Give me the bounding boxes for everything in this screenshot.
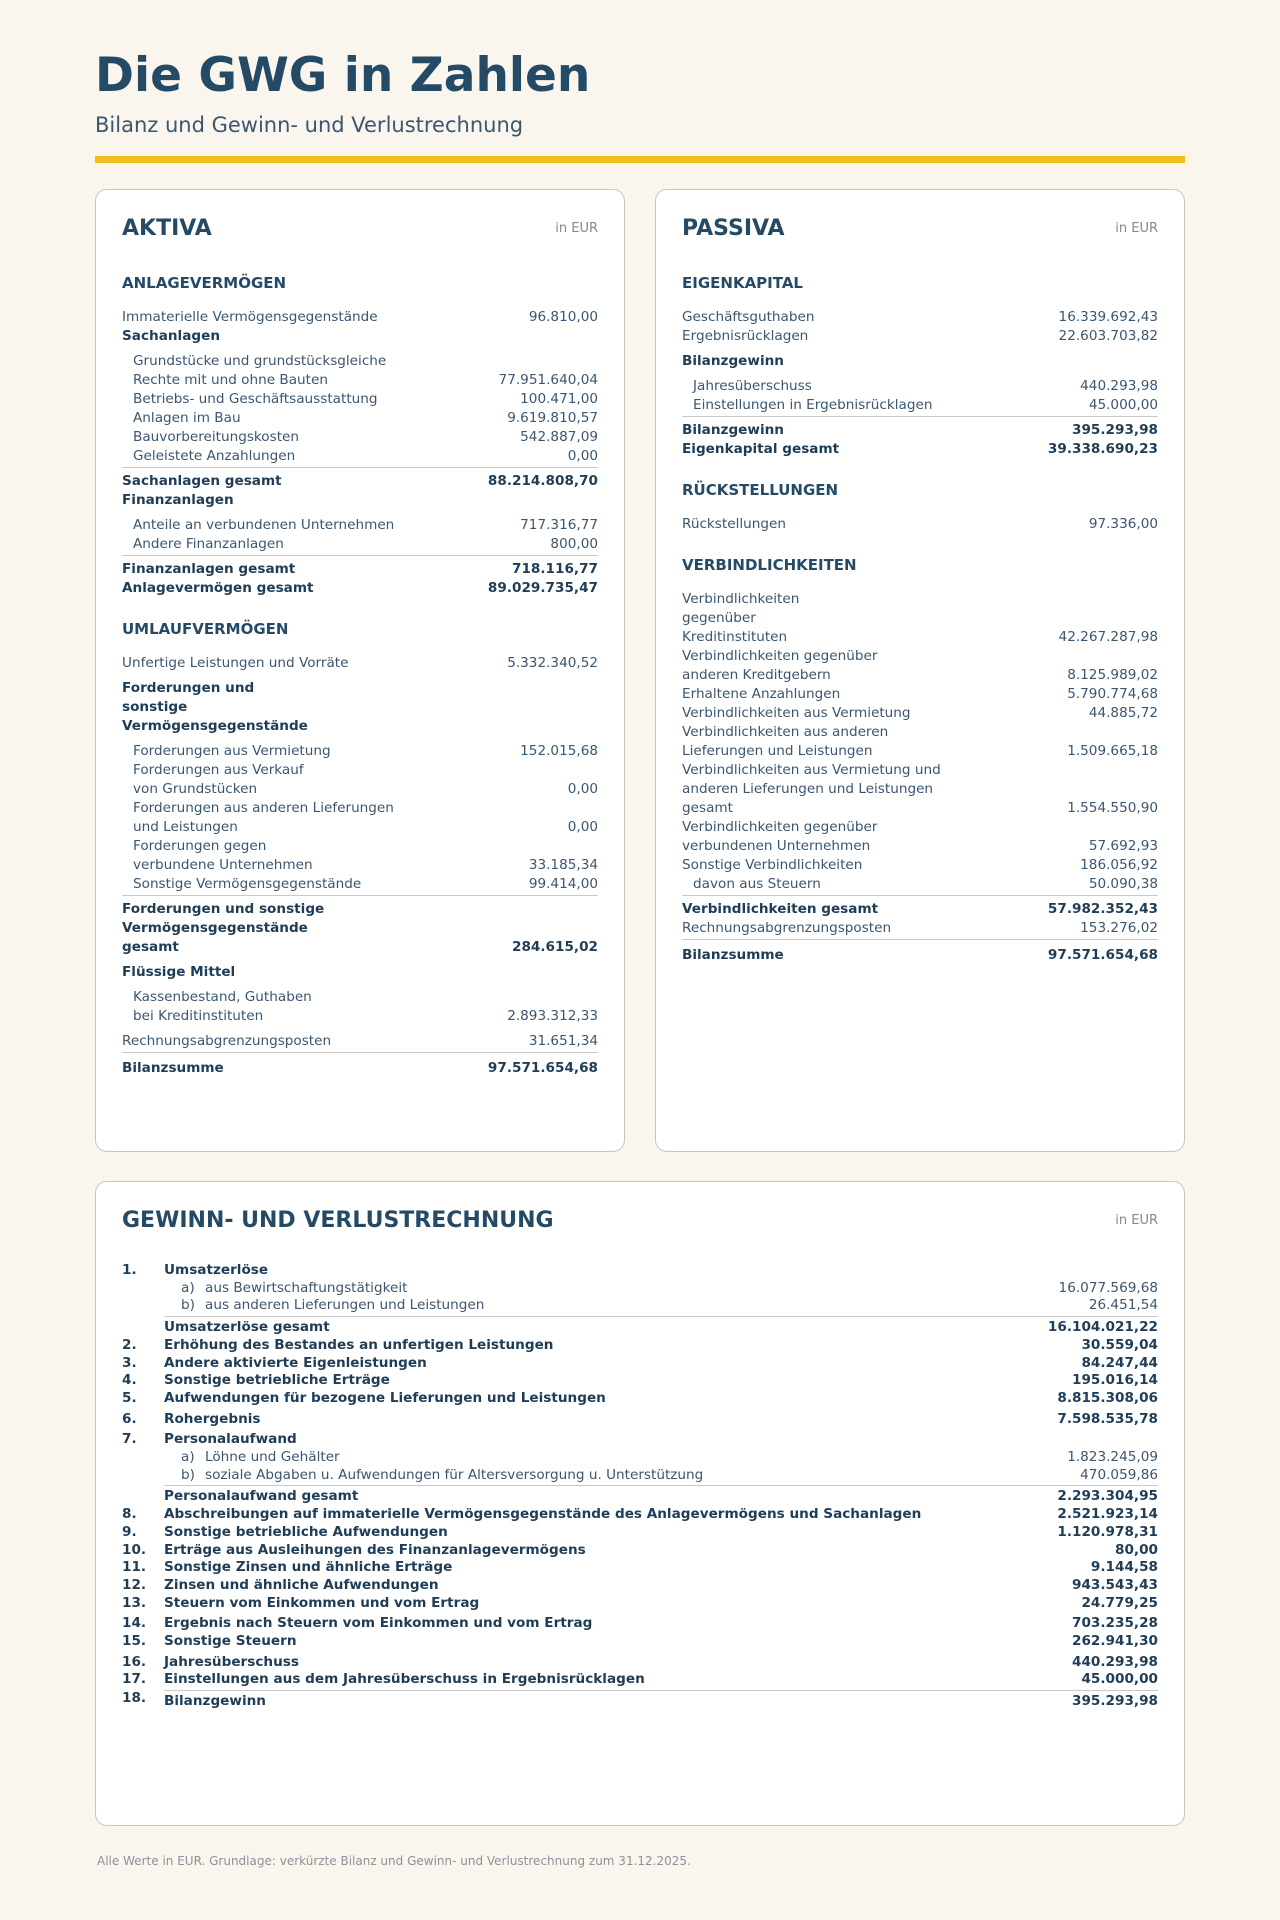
- subtotal-row: [122, 467, 598, 491]
- subtotal-row: [682, 416, 1158, 440]
- row-label: Betriebs- und Geschäftsausstattung: [133, 391, 378, 407]
- guv-row: [122, 1337, 1158, 1355]
- row-value: 22.603.703,82: [1058, 328, 1158, 344]
- row-value: 703.235,28: [1072, 1615, 1158, 1632]
- row-label: Immaterielle Vermögensgegenstände: [122, 309, 378, 325]
- row-label: Bilanzsumme: [122, 1060, 224, 1076]
- header-accent-rule: [95, 156, 1185, 163]
- row-label: Forderungen aus Vermietung: [133, 743, 331, 759]
- row-label: Jahresüberschuss: [693, 378, 812, 394]
- guv-final-row: [122, 1690, 1158, 1711]
- row-value: 186.056,92: [1080, 857, 1158, 873]
- row-value: 1.554.550,90: [1067, 800, 1158, 816]
- row-value: 440.293,98: [1080, 378, 1158, 394]
- row-value: 2.521.923,14: [1057, 1506, 1158, 1523]
- row-label: Rohergebnis: [164, 1410, 261, 1427]
- row-number: 5.: [122, 1389, 137, 1406]
- row-label: Löhne und Gehälter: [205, 1449, 340, 1466]
- balance-row: [682, 377, 1158, 396]
- row-number: 15.: [122, 1633, 147, 1650]
- row-value: 16.104.021,22: [1048, 1316, 1158, 1337]
- row-label: Verbindlichkeiten gegenüber Kreditinstituten: [682, 591, 800, 645]
- guv-row: [122, 1431, 1158, 1449]
- balance-row: [122, 308, 598, 327]
- balance-row: [122, 516, 598, 535]
- row-value: 77.951.640,04: [498, 372, 598, 388]
- row-value: 5.332.340,52: [507, 655, 598, 671]
- row-number: 10.: [122, 1541, 147, 1558]
- row-value: 2.893.312,33: [507, 1008, 598, 1024]
- row-label: Rechnungsabgrenzungsposten: [682, 920, 892, 936]
- row-value: 0,00: [567, 448, 598, 464]
- balance-row: [122, 1032, 598, 1051]
- row-label: Bilanzgewinn: [682, 422, 784, 438]
- row-label: Abschreibungen auf immaterielle Vermögensgegenstände des Anlagevermögens und Sachanlagen: [164, 1506, 922, 1523]
- section-heading: ANLAGEVERMÖGEN: [122, 274, 287, 292]
- guv-row: [122, 1297, 1158, 1315]
- balance-row: [682, 818, 1158, 856]
- balance-row: [122, 988, 598, 1026]
- balance-row: [122, 654, 598, 673]
- balance-row: [682, 396, 1158, 415]
- row-value: 8.125.989,02: [1067, 667, 1158, 683]
- bilanzsumme-row: [122, 1052, 598, 1078]
- guv-row: [122, 1615, 1158, 1633]
- balance-row: [122, 535, 598, 554]
- passiva-unit: in EUR: [1115, 221, 1158, 236]
- balance-row: [682, 590, 1158, 647]
- balance-row: [122, 761, 598, 799]
- row-label: Bilanzgewinn: [164, 1690, 1072, 1711]
- balance-row: [122, 799, 598, 837]
- row-label: Verbindlichkeiten gegenüber verbundenen Unternehmen: [682, 819, 878, 854]
- row-label: Sonstige Verbindlichkeiten: [682, 857, 863, 873]
- row-value: 50.090,38: [1088, 876, 1158, 892]
- row-value: 16.339.692,43: [1058, 309, 1158, 325]
- guv-row: [122, 1671, 1158, 1689]
- page-title: Die GWG in Zahlen: [95, 48, 591, 103]
- row-value: 57.982.352,43: [1047, 901, 1158, 917]
- guv-row: [122, 1559, 1158, 1577]
- row-label: Erhaltene Anzahlungen: [682, 686, 841, 702]
- subsection-heading: Bilanzgewinn: [682, 353, 784, 369]
- guv-row: [122, 1449, 1158, 1467]
- row-label: Anteile an verbundenen Unternehmen: [133, 517, 395, 533]
- row-label: Rechnungsabgrenzungsposten: [122, 1033, 332, 1049]
- guv-row: [122, 1262, 1158, 1280]
- guv-rows: [122, 1262, 1158, 1711]
- row-value: 96.810,00: [528, 309, 598, 325]
- row-value: 100.471,00: [520, 391, 598, 407]
- row-value: 718.116,77: [512, 561, 598, 577]
- total-row: [682, 895, 1158, 919]
- row-label: davon aus Steuern: [693, 876, 821, 892]
- row-number: 1.: [122, 1262, 137, 1278]
- subsection-heading: Forderungen und sonstige Vermögensgegenstände: [122, 680, 308, 734]
- row-value: 44.885,72: [1088, 705, 1158, 721]
- row-label: Ergebnisrücklagen: [682, 328, 809, 344]
- row-label: Sonstige Vermögensgegenstände: [133, 876, 362, 892]
- row-label: Forderungen aus anderen Lieferungen und Leistungen: [133, 800, 394, 835]
- aktiva-header: [122, 216, 598, 246]
- row-value: 470.059,86: [1080, 1466, 1158, 1483]
- row-value: 26.451,54: [1088, 1297, 1158, 1314]
- passiva-card: [655, 189, 1185, 1152]
- balance-row: [122, 875, 598, 894]
- guv-title: GEWINN- UND VERLUSTRECHNUNG: [122, 1208, 554, 1233]
- row-number: 17.: [122, 1671, 147, 1688]
- row-label: Unfertige Leistungen und Vorräte: [122, 655, 349, 671]
- bilanzsumme-row: [682, 939, 1158, 965]
- row-label: Jahresüberschuss: [164, 1653, 299, 1670]
- row-label: Verbindlichkeiten aus Vermietung: [682, 705, 911, 721]
- row-value: 195.016,14: [1072, 1372, 1158, 1389]
- aktiva-unit: in EUR: [555, 221, 598, 236]
- row-label: Andere Finanzanlagen: [133, 536, 284, 552]
- row-label: Finanzanlagen gesamt: [122, 561, 296, 577]
- row-label: Anlagevermögen gesamt: [122, 580, 314, 596]
- row-number: 12.: [122, 1576, 147, 1593]
- row-value: 88.214.808,70: [487, 473, 598, 489]
- passiva-header: [682, 216, 1158, 246]
- row-label: Andere aktivierte Eigenleistungen: [164, 1354, 427, 1371]
- row-value: 89.029.735,47: [487, 580, 598, 596]
- row-label: Verbindlichkeiten gegenüber anderen Kreditgebern: [682, 648, 878, 683]
- page-header: [95, 48, 1185, 137]
- balance-row: [682, 685, 1158, 704]
- row-value: 152.015,68: [520, 743, 598, 759]
- row-value: 1.823.245,09: [1067, 1449, 1158, 1466]
- row-value: 31.651,34: [528, 1033, 598, 1049]
- balance-row: [122, 409, 598, 428]
- row-label: Forderungen gegen verbundene Unternehmen: [133, 838, 313, 873]
- guv-row: [122, 1524, 1158, 1542]
- row-label: Zinsen und ähnliche Aufwendungen: [164, 1576, 439, 1593]
- row-value: 542.887,09: [520, 429, 598, 445]
- section-heading: EIGENKAPITAL: [682, 274, 803, 292]
- row-value: 9.619.810,57: [507, 410, 598, 426]
- guv-row: [122, 1467, 1158, 1485]
- guv-header: [122, 1208, 1158, 1238]
- row-value: 42.267.287,98: [1058, 629, 1158, 645]
- row-label: Verbindlichkeiten aus anderen Lieferungen und Leistungen: [682, 724, 889, 759]
- row-label: aus Bewirtschaftungstätigkeit: [205, 1279, 408, 1296]
- total-row: [682, 440, 1158, 459]
- row-label: Einstellungen aus dem Jahresüberschuss in Ergebnisrücklagen: [164, 1671, 645, 1688]
- row-label: Forderungen aus Verkauf von Grundstücken: [133, 762, 304, 797]
- row-value: 39.338.690,23: [1047, 441, 1158, 457]
- row-value: 9.144,58: [1090, 1559, 1158, 1576]
- guv-subtotal-row: [122, 1485, 1158, 1506]
- row-label: Anlagen im Bau: [133, 410, 241, 426]
- guv-row: [122, 1390, 1158, 1408]
- row-label: Umsatzerlöse gesamt: [164, 1316, 1048, 1337]
- row-number: 7.: [122, 1431, 137, 1448]
- row-label: aus anderen Lieferungen und Leistungen: [205, 1297, 485, 1314]
- section-heading: VERBINDLICHKEITEN: [682, 556, 857, 574]
- aktiva-title: AKTIVA: [122, 216, 212, 241]
- row-value: 1.509.665,18: [1067, 743, 1158, 759]
- guv-row: [122, 1577, 1158, 1595]
- row-label: Sonstige Zinsen und ähnliche Erträge: [164, 1559, 453, 1576]
- row-number: 4.: [122, 1372, 137, 1389]
- guv-row: [122, 1280, 1158, 1298]
- row-number: 13.: [122, 1594, 147, 1611]
- balance-row: [682, 327, 1158, 346]
- row-value: 80,00: [1115, 1541, 1158, 1558]
- total-row: [122, 579, 598, 598]
- row-value: 440.293,98: [1072, 1653, 1158, 1670]
- row-value: 30.559,04: [1081, 1336, 1158, 1353]
- guv-row: [122, 1595, 1158, 1613]
- passiva-rows: [682, 274, 1158, 965]
- guv-row: [122, 1372, 1158, 1390]
- row-label: soziale Abgaben u. Aufwendungen für Altersversorgung u. Unterstützung: [205, 1466, 704, 1483]
- row-value: 153.276,02: [1080, 920, 1158, 936]
- row-label: Bauvorbereitungskosten: [133, 429, 300, 445]
- row-value: 395.293,98: [1072, 422, 1158, 438]
- row-label: Geschäftsguthaben: [682, 309, 815, 325]
- row-value: 800,00: [550, 536, 598, 552]
- aktiva-card: [95, 189, 625, 1152]
- row-number: 8.: [122, 1506, 137, 1523]
- row-number: 14.: [122, 1615, 147, 1632]
- guv-unit: in EUR: [1115, 1213, 1158, 1228]
- row-value: 0,00: [567, 781, 598, 797]
- row-label: Grundstücke und grundstücksgleiche Rechte mit und ohne Bauten: [133, 353, 387, 388]
- guv-card: [95, 1181, 1185, 1826]
- subtotal-row: [122, 895, 598, 957]
- row-label: Erträge aus Ausleihungen des Finanzanlagevermögens: [164, 1541, 586, 1558]
- row-label: Bilanzsumme: [682, 947, 784, 963]
- balance-row: [682, 723, 1158, 761]
- row-number: 3.: [122, 1354, 137, 1371]
- section-heading: RÜCKSTELLUNGEN: [682, 481, 839, 499]
- balance-row: [122, 352, 598, 390]
- footer-note: Alle Werte in EUR. Grundlage: verkürzte Bilanz und Gewinn- und Verlustrechnung zum 31.12.2025.: [97, 1854, 691, 1868]
- balance-row: [682, 704, 1158, 723]
- row-label: Einstellungen in Ergebnisrücklagen: [693, 397, 933, 413]
- row-label: Aufwendungen für bezogene Lieferungen und Leistungen: [164, 1389, 606, 1406]
- guv-row: [122, 1542, 1158, 1560]
- balance-row: [122, 837, 598, 875]
- aktiva-rows: [122, 274, 598, 1078]
- row-value: 943.543,43: [1072, 1576, 1158, 1593]
- row-label: Geleistete Anzahlungen: [133, 448, 296, 464]
- row-value: 7.598.535,78: [1057, 1410, 1158, 1427]
- row-value: 395.293,98: [1072, 1690, 1158, 1711]
- row-value: 97.336,00: [1088, 516, 1158, 532]
- row-value: 5.790.774,68: [1067, 686, 1158, 702]
- passiva-title: PASSIVA: [682, 216, 785, 241]
- row-number: 11.: [122, 1559, 147, 1576]
- row-sub: b): [181, 1466, 195, 1483]
- row-value: 97.571.654,68: [487, 1060, 598, 1076]
- row-label: Eigenkapital gesamt: [682, 441, 840, 457]
- balance-row: [682, 875, 1158, 894]
- row-value: 97.571.654,68: [1047, 947, 1158, 963]
- balance-row: [122, 742, 598, 761]
- row-value: 84.247,44: [1081, 1354, 1158, 1371]
- row-label: Rückstellungen: [682, 516, 786, 532]
- row-sub: a): [181, 1449, 195, 1466]
- row-value: 8.815.308,06: [1057, 1389, 1158, 1406]
- balance-row: [682, 919, 1158, 938]
- row-value: 262.941,30: [1072, 1633, 1158, 1650]
- row-label: Sonstige betriebliche Erträge: [164, 1372, 390, 1389]
- subsection-heading: Sachanlagen: [122, 328, 221, 344]
- subsection-heading: Flüssige Mittel: [122, 964, 236, 980]
- row-label: Steuern vom Einkommen und vom Ertrag: [164, 1594, 480, 1611]
- row-number: 16.: [122, 1653, 147, 1670]
- page-subtitle: Bilanz und Gewinn- und Verlustrechnung: [95, 113, 524, 137]
- row-label: Sonstige betriebliche Aufwendungen: [164, 1523, 448, 1540]
- guv-subtotal-row: [122, 1316, 1158, 1337]
- row-label: Verbindlichkeiten aus Vermietung und anderen Lieferungen und Leistungen gesamt: [682, 762, 941, 816]
- balance-row: [122, 390, 598, 409]
- row-number: 6.: [122, 1410, 137, 1427]
- row-label: Ergebnis nach Steuern vom Einkommen und vom Ertrag: [164, 1615, 593, 1632]
- row-value: 717.316,77: [520, 517, 598, 533]
- row-value: 33.185,34: [528, 857, 598, 873]
- guv-row: [122, 1654, 1158, 1672]
- row-value: 99.414,00: [528, 876, 598, 892]
- row-value: 45.000,00: [1088, 397, 1158, 413]
- row-value: 2.293.304,95: [1057, 1485, 1158, 1506]
- row-label: Forderungen und sonstige Vermögensgegenstände gesamt: [122, 901, 325, 955]
- section-heading: UMLAUFVERMÖGEN: [122, 620, 289, 638]
- row-label: Erhöhung des Bestandes an unfertigen Leistungen: [164, 1336, 554, 1353]
- balance-row: [682, 647, 1158, 685]
- guv-row: [122, 1633, 1158, 1651]
- row-value: 24.779,25: [1081, 1594, 1158, 1611]
- guv-row: [122, 1355, 1158, 1373]
- row-number: 18.: [122, 1690, 147, 1707]
- row-value: 284.615,02: [512, 939, 598, 955]
- row-number: 9.: [122, 1523, 137, 1540]
- row-value: 0,00: [567, 819, 598, 835]
- row-number: 2.: [122, 1336, 137, 1353]
- row-value: 57.692,93: [1088, 838, 1158, 854]
- balance-row: [682, 856, 1158, 875]
- row-label: Kassenbestand, Guthaben bei Kreditinstituten: [133, 989, 312, 1024]
- row-label: Sonstige Steuern: [164, 1633, 297, 1650]
- balance-row: [122, 447, 598, 466]
- row-label: Personalaufwand: [164, 1431, 297, 1448]
- row-sub: a): [181, 1279, 195, 1296]
- guv-row: [122, 1506, 1158, 1524]
- subsection-heading: Finanzanlagen: [122, 492, 234, 508]
- balance-row: [682, 761, 1158, 818]
- subtotal-row: [122, 555, 598, 579]
- balance-row: [682, 308, 1158, 327]
- row-label: Personalaufwand gesamt: [164, 1485, 1057, 1506]
- row-sub: b): [181, 1297, 195, 1314]
- row-label: Umsatzerlöse: [164, 1262, 269, 1278]
- row-value: 1.120.978,31: [1057, 1523, 1158, 1540]
- row-value: 16.077.569,68: [1058, 1279, 1158, 1296]
- row-label: Sachanlagen gesamt: [122, 473, 282, 489]
- row-label: Verbindlichkeiten gesamt: [682, 901, 879, 917]
- balance-row: [122, 428, 598, 447]
- row-value: 45.000,00: [1081, 1671, 1158, 1688]
- balance-row: [682, 515, 1158, 534]
- guv-row: [122, 1411, 1158, 1429]
